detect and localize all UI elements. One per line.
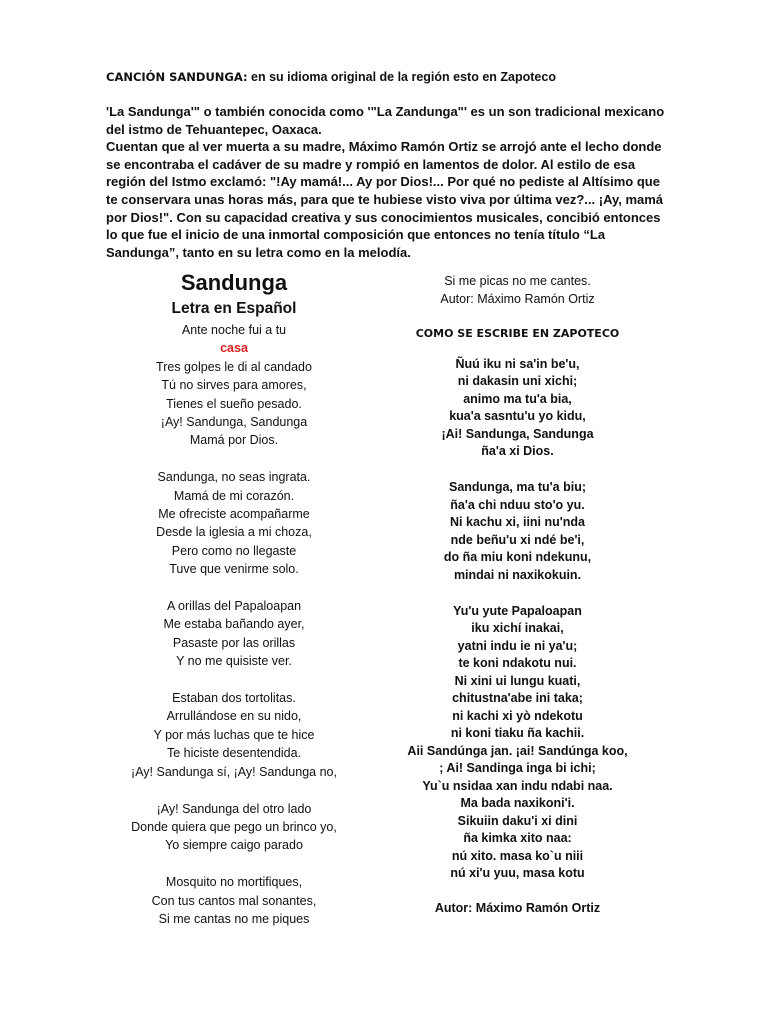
lyric-line: nú xito. masa ko`u niii xyxy=(451,848,584,863)
lyric-line: yatni indu ie ni ya'u; xyxy=(457,638,578,653)
lyric-line: Donde quiera que pego un brinco yo, xyxy=(131,819,337,834)
lyric-line: Y no me quisiste ver. xyxy=(176,654,292,669)
lyric-line: ; Ai! Sandinga inga bi ichi; xyxy=(439,761,596,776)
stanza-gap xyxy=(400,461,635,479)
lyric-line: chitustna'abe ini taka; xyxy=(452,691,583,706)
stanza-gap xyxy=(400,584,635,602)
lyric-line: Desde la iglesia a mi choza, xyxy=(156,525,312,540)
intro-paragraph xyxy=(106,103,666,261)
song-subtitle: Letra en Español xyxy=(171,300,297,317)
lyric-line: ¡Ay! Sandunga sí, ¡Ay! Sandunga no, xyxy=(131,764,337,779)
lyric-line: do ña miu koni ndekunu, xyxy=(443,550,592,565)
lyric-line: Con tus cantos mal sonantes, xyxy=(151,893,317,908)
lyric-line: ¡Ay! Sandunga, Sandunga xyxy=(160,415,308,430)
lyric-line: ña kimka xito naa: xyxy=(463,831,572,846)
lyric-line: Mosquito no mortifiques, xyxy=(165,875,303,890)
lyric-line: Tienes el sueño pesado. xyxy=(166,396,302,411)
lyric-line: Y por más luchas que te hice xyxy=(153,727,315,742)
lyric-line: ¡Ay! Sandunga del otro lado xyxy=(156,801,312,816)
lyric-line: Te hiciste desentendida. xyxy=(166,746,302,761)
lyric-line: animo ma tu'a bia, xyxy=(463,391,572,406)
lyric-line: Si me cantas no me piques xyxy=(158,911,310,926)
lyric-line: Aii Sandúnga jan. ¡ai! Sandúnga koo, xyxy=(407,743,628,758)
lyric-line: Yu'u yute Papaloapan xyxy=(453,603,582,618)
zapotec-author: Autor: Máximo Ramón Ortiz xyxy=(434,900,601,915)
lyric-line: nú xi'u yuu, masa kotu xyxy=(450,866,585,881)
lyric-line: Mamá por Dios. xyxy=(189,433,279,448)
lyric-line: ni dakasin uni xichi; xyxy=(457,374,578,389)
lyric-line: Ñuú iku ni sa'in be'u, xyxy=(455,356,580,371)
intro-line-2: Cuentan que al ver muerta a su madre, Máximo Ramón Ortiz se arrojó ante el lecho donde se encontraba el cadáver de su madre y rompió en lamentos de dolor. Al estilo de esa región del Istmo exclamó: "!Ay mamá!... Ay por Dios!... Por qué no pediste al Altísimo que te conservara unas horas más, para que te hubiese visto viva por última vez?... ¡Ay, mamá por Dios!". Con su capacidad creativa y sus conocimientos musicales, concibió entonces lo que fue el inicio de una inmortal composición que entonces no tenía título “La Sandunga”, tanto en su letra como en la melodía. xyxy=(106,139,664,260)
lyric-highlight-word: casa xyxy=(220,341,248,356)
lyric-line: ña'a chi nduu sto'o yu. xyxy=(450,497,585,512)
spanish-author: Autor: Máximo Ramón Ortiz xyxy=(440,292,595,307)
lyric-line: Ante noche fui a tu xyxy=(181,323,287,337)
lyric-line: kua'a sasntu'u yo kidu, xyxy=(449,409,586,424)
document-heading xyxy=(106,70,556,84)
spanish-lyrics-column xyxy=(123,268,345,928)
stanza-gap xyxy=(123,855,345,873)
lyric-line: Sandunga, no seas ingrata. xyxy=(157,470,311,485)
spanish-stanzas xyxy=(123,358,345,929)
lyric-line: Si me picas no me cantes. xyxy=(444,274,591,288)
lyric-line: Pasaste por las orillas xyxy=(172,635,296,650)
lyric-line: Yo siempre caigo parado xyxy=(165,838,303,853)
lyric-line: Estaban dos tortolitas. xyxy=(172,691,296,706)
zapotec-heading: COMO SE ESCRIBE EN ZAPOTECO xyxy=(415,326,620,340)
stanza-gap xyxy=(123,781,345,799)
heading-text: en su idioma original de la región esto en Zapoteco xyxy=(247,70,556,84)
lyric-line: Tuve que venirme solo. xyxy=(169,562,299,577)
lyric-line: ña'a xi Dios. xyxy=(481,444,554,459)
song-title: Sandunga xyxy=(180,270,288,295)
lyric-line: Pero como no llegaste xyxy=(171,543,297,558)
lyric-line: Me estaba bañando ayer, xyxy=(163,617,305,632)
stanza-gap xyxy=(123,671,345,689)
lyric-line: Me ofreciste acompañarme xyxy=(158,507,310,522)
lyric-line: Ma bada naxikoni'i. xyxy=(460,796,575,811)
lyric-line: Ni xini ui lungu kuati, xyxy=(454,673,581,688)
lyric-line: ni koni tiaku ña kachii. xyxy=(450,726,585,741)
lyric-line: nde beñu'u xi ndé be'i, xyxy=(450,532,585,547)
lyric-line: Ni kachu xi, iini nu'nda xyxy=(450,515,585,530)
lyric-line: ni kachi xi yò ndekotu xyxy=(452,708,583,723)
lyric-line: Mamá de mi corazón. xyxy=(173,488,295,503)
lyric-line: Arrullándose en su nido, xyxy=(166,709,302,724)
lyric-line: iku xichí inakai, xyxy=(471,621,564,636)
zapotec-stanzas xyxy=(400,356,635,883)
lyric-line: Sikuiin daku'i xi dini xyxy=(457,813,578,828)
lyric-line: ¡Ai! Sandunga, Sandunga xyxy=(441,426,594,441)
lyric-line: A orillas del Papaloapan xyxy=(166,599,302,614)
lyric-line: mindai ni naxikokuin. xyxy=(453,567,582,582)
stanza-gap xyxy=(123,579,345,597)
heading-label: CANCIÓN SANDUNGA: xyxy=(106,70,248,84)
lyric-line: Tres golpes le di al candado xyxy=(156,359,312,374)
lyric-line: Tú no sirves para amores, xyxy=(161,378,307,393)
lyric-line: te koni ndakotu nui. xyxy=(458,656,577,671)
lyric-line: Sandunga, ma tu'a biu; xyxy=(448,480,586,495)
right-column xyxy=(400,272,635,915)
stanza-gap xyxy=(123,450,345,468)
intro-line-1: 'La Sandunga'" o también conocida como '"La Zandunga"' es un son tradicional mexicano del istmo de Tehuantepec, Oaxaca. xyxy=(106,104,665,137)
lyric-line: Yu`u nsidaa xan indu ndabi naa. xyxy=(422,778,613,793)
